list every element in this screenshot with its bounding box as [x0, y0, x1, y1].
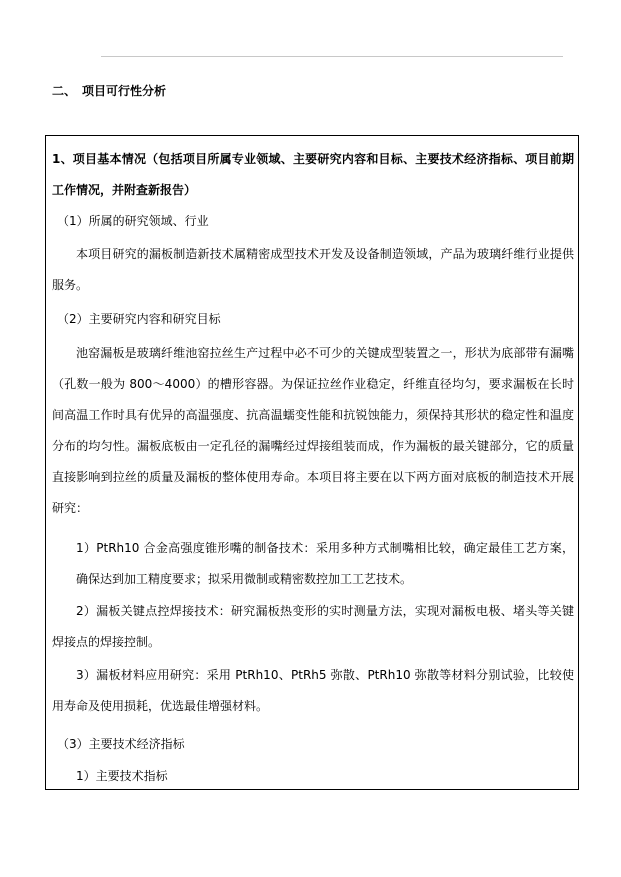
subsection-2-text: 池窑漏板是玻璃纤维池窑拉丝生产过程中必不可少的关键成型装置之一，形状为底部带有漏嘴（孔数一般为 800～4000）的槽形容器。为保证拉丝作业稳定，纤维直径均匀，要求漏板在长时间高温工作时具有优异的高温强度、抗高温蠕变性能和抗锐蚀能力，须保持其形状的稳定性和温度分布的均匀性。漏板底板由一定孔径的漏嘴经过焊接组装而成，作为漏板的最关键部分，它的质量直接影响到拉丝的质量及漏板的整体使用寿命。本项目将主要在以下两方面对底板的制造技术开展研究： [52, 346, 574, 515]
subsection-2-heading: （2）主要研究内容和研究目标 [57, 312, 221, 326]
section-title: 项目可行性分析 [82, 84, 167, 98]
box-title: 1、项目基本情况（包括项目所属专业领域、主要研究内容和目标、主要技术经济指标、项目前期工作情况，并附查新报告） [52, 152, 574, 197]
section-heading [52, 82, 166, 99]
subsection-1-text: 本项目研究的漏板制造新技术属精密成型技术开发及设备制造领域，产品为玻璃纤维行业提供服务。 [52, 247, 574, 292]
section-number: 二、 [52, 84, 77, 98]
subsection-1-heading: （1）所属的研究领域、行业 [57, 214, 209, 228]
subsection-3-item-1: 1）主要技术指标 [76, 769, 168, 783]
list-item-1: 1）PtRh10 合金高强度锥形嘴的制备技术：采用多种方式制嘴相比较，确定最佳工艺方案，确保达到加工精度要求；拟采用微制或精密数控加工工艺技术。 [76, 541, 574, 586]
list-item-3: 3）漏板材料应用研究：采用 PtRh10、PtRh5 弥散、PtRh10 弥散等材料分别试验，比较使用寿命及使用损耗，优选最佳增强材料。 [52, 668, 574, 713]
subsection-3-heading: （3）主要技术经济指标 [57, 737, 185, 751]
header-rule [101, 56, 563, 57]
list-item-2: 2）漏板关键点控焊接技术：研究漏板热变形的实时测量方法，实现对漏板电极、堵头等关键焊接点的焊接控制。 [52, 604, 574, 649]
